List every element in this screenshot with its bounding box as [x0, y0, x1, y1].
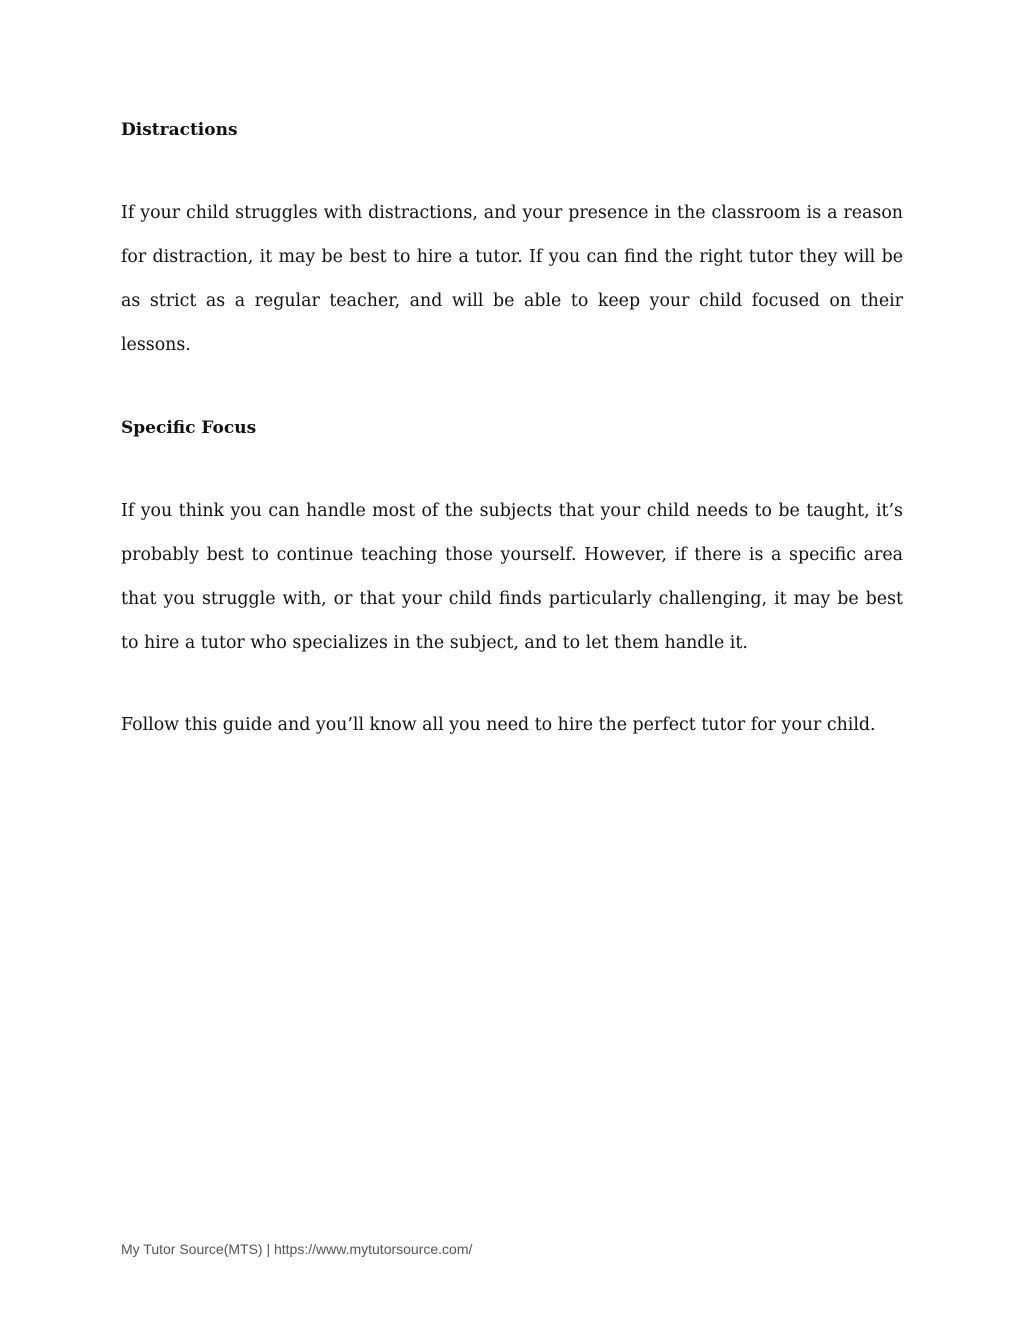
section-paragraph-distractions: If your child struggles with distractions, and your presence in the classroom is a reason for distraction, it may be best to hire a tutor. If you can find the right tutor they will be as strict as a regular teacher, and will be able to keep your child focused on their lessons.	[121, 203, 903, 355]
section-heading-specific-focus: Specific Focus	[121, 418, 257, 438]
section-heading-distractions: Distractions	[121, 120, 238, 140]
closing-paragraph: Follow this guide and you’ll know all you need to hire the perfect tutor for your child.	[121, 715, 876, 735]
document-body	[121, 108, 903, 747]
section-paragraph-specific-focus: If you think you can handle most of the subjects that your child needs to be taught, it’s probably best to continue teaching those yourself. However, if there is a specific area that you struggle with, or that your child finds particularly challenging, it may be best to hire a tutor who specializes in the subject, and to let them handle it.	[121, 501, 903, 653]
spacer	[121, 450, 903, 489]
spacer	[121, 367, 903, 406]
page-footer: My Tutor Source(MTS) | https://www.mytutorsource.com/	[121, 1241, 473, 1257]
spacer	[121, 665, 903, 703]
spacer	[121, 152, 903, 191]
